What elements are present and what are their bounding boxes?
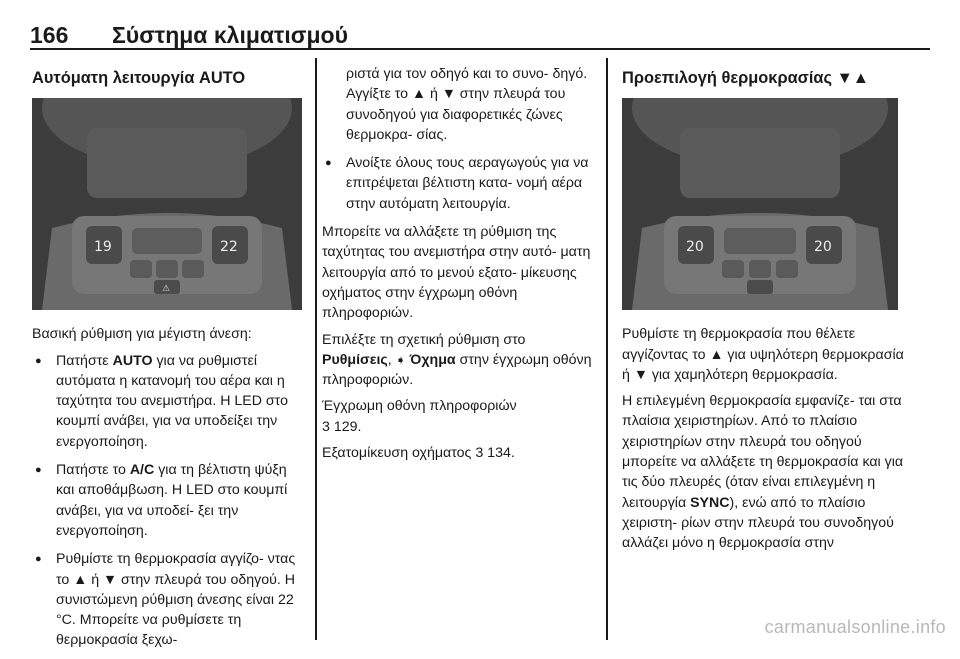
left-temp-display-2: 20 [686, 239, 704, 256]
climate-panel-illustration-2 [622, 98, 898, 310]
ref-personalisation-text: Εξατομίκευση οχήματος [322, 445, 472, 462]
right-temp-display: 22 [220, 239, 238, 256]
column-2 [322, 64, 598, 469]
column-3 [622, 56, 912, 560]
vehicle-label: Όχημα [405, 351, 456, 368]
settings-separator: , [387, 351, 396, 368]
bullet-auto [32, 351, 302, 452]
ref-personalisation-page[interactable]: 3 134. [475, 445, 515, 462]
left-temp-display: 19 [94, 239, 112, 256]
bullet-ac-pre: Πατήστε το [56, 462, 130, 479]
bullet-temperature-continued: ριστά για τον οδηγό και το συνο‐ δηγό. Αγγίξτε το ▲ ή ▼ στην πλευρά του συνοδηγού για διαφορετικές ζώνες θερμοκρα‐ σίας. [346, 66, 588, 143]
reference-info-display [322, 396, 598, 437]
section-title-temperature: Προεπιλογή θερμοκρασίας ▼▲ [622, 69, 870, 87]
column-1 [32, 56, 302, 659]
fan-speed-paragraph: Μπορείτε να αλλάξετε τη ρύθμιση της ταχύτητας του ανεμιστήρα στην αυτό‐ ματη λειτουργία από το μενού εξατο‐ μίκευσης οχήματος στην έγχρωμη οθόνη πληροφοριών. [322, 224, 591, 322]
climate-panel-figure-auto [32, 98, 302, 310]
temperature-paragraph-2 [622, 391, 912, 553]
auto-bullets [32, 351, 302, 651]
bullets-continued [322, 64, 598, 145]
column-divider-1 [315, 58, 317, 640]
temperature-p2-post: ), ενώ από το πλαίσιο χειριστη‐ ρίων στην πλευρά του συνοδηγού αλλάζει μόνο η θερμοκρασία στην [622, 494, 894, 552]
bullet-vents: ● Ανοίξτε όλους τους αεραγωγούς για να επιτρέψεται βέλτιστη κατα‐ νομή αέρα στην αυτόματη λειτουργία. [322, 153, 598, 214]
settings-label: Ρυθμίσεις [322, 351, 388, 368]
temperature-p2-pre: Η επιλεγμένη θερμοκρασία εμφανίζε‐ ται στα πλαίσια χειριστηρίων. Από το πλαίσιο χειριστηρίων στην πλευρά του οδηγού μπορείτε να αλλάξετε τη θερμοκρασία και για τις δύο πλευρές (όταν είναι επιλεγμένη η λειτουργία [622, 393, 904, 511]
climate-panel-figure-temp [622, 98, 898, 310]
watermark: carmanualsonline.info [764, 617, 946, 637]
bullet-temperature: ● Ρυθμίστε τη θερμοκρασία αγγίζο‐ ντας το ▲ ή ▼ στην πλευρά του οδηγού. Η συνιστώμενη ρύθμιση άνεσης είναι 22 °C. Μπορείτε να ρυθμίσετε τη θερμοκρασία ξεχω‐ [32, 549, 302, 650]
intro-text: Βασική ρύθμιση για μέγιστη άνεση: [32, 326, 252, 343]
header-rule [30, 48, 930, 50]
bullet-auto-post: για να ρυθμιστεί αυτόματα η κατανομή του αέρα και η ταχύτητα του ανεμιστήρα. Η LED στο κουμπί ανάβει, για να υποδείξει την ενεργοποίηση. [56, 352, 288, 450]
bullet-ac-post: για τη βέλτιστη ψύξη και αποθάμβωση. Η LED στο κουμπί ανάβει, για να υποδεί‐ ξει την ενεργοποίηση. [56, 462, 288, 539]
right-temp-display-2: 20 [814, 239, 832, 256]
ac-label: A/C [129, 462, 155, 479]
section-title-auto: Αυτόματη λειτουργία AUTO [32, 69, 246, 87]
settings-pre: Επιλέξτε τη σχετική ρύθμιση στο [322, 331, 526, 348]
bullet-ac [32, 460, 302, 541]
settings-post: στην έγχρωμη οθόνη πληροφοριών. [322, 351, 592, 389]
bullets-col2 [322, 153, 598, 214]
sync-label: SYNC [690, 494, 730, 511]
temperature-paragraph-1: Ρυθμίστε τη θερμοκρασία που θέλετε αγγίζοντας το ▲ για υψηλότερη θερμοκρασία ή ▼ για χαμηλότερη θερμοκρασία. [622, 326, 904, 383]
bullet-auto-pre: Πατήστε [56, 352, 113, 369]
auto-label: AUTO [112, 352, 153, 369]
climate-panel-illustration [32, 98, 302, 310]
settings-paragraph [322, 330, 598, 391]
menu-arrow-icon: ➧ [395, 352, 406, 367]
reference-personalisation [322, 443, 598, 463]
svg-text:⚠: ⚠ [162, 284, 171, 295]
page-header [30, 10, 930, 50]
page-number: 166 [30, 22, 69, 48]
column-divider-2 [606, 58, 608, 640]
running-title: Σύστημα κλιματισμού [112, 22, 348, 48]
ref-info-display-page[interactable]: 3 129. [322, 418, 362, 435]
ref-info-display-text: Έγχρωμη οθόνη πληροφοριών [322, 398, 517, 415]
